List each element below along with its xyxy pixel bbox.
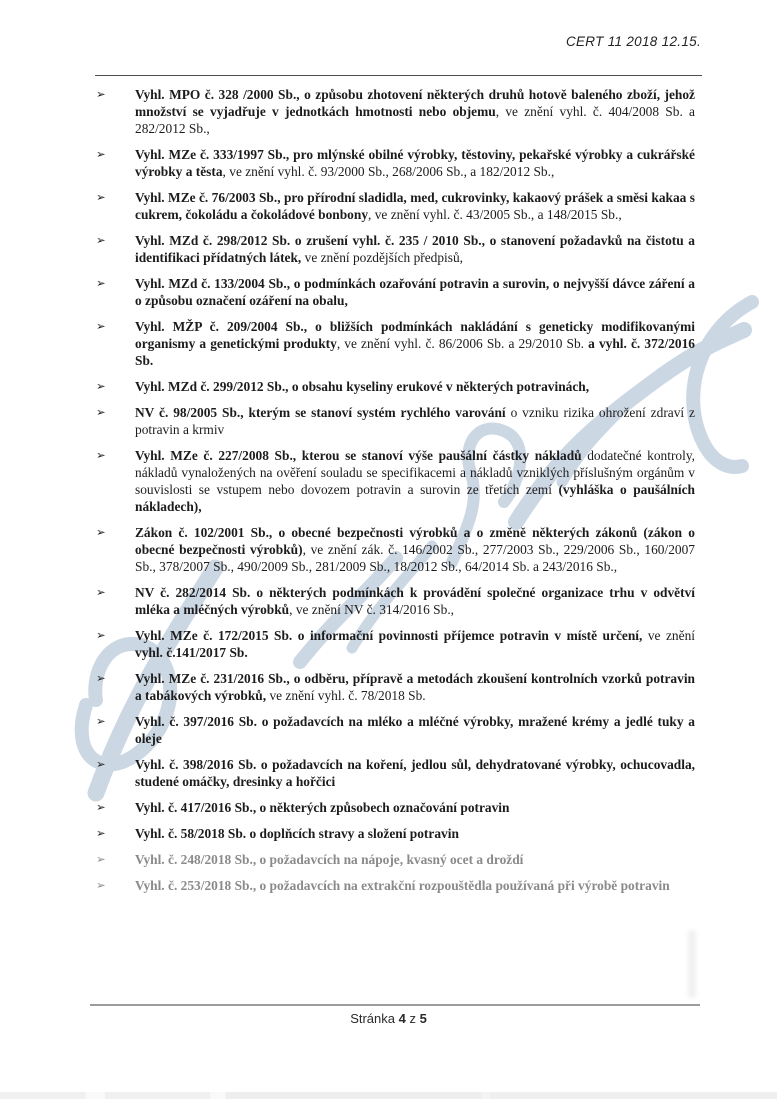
list-item [95,756,695,790]
text-segment: dodatečné kontroly, nákladů vynaložených na ověření souladu se specifikacemi a nákladů vzniklých příslušným orgánům v souvislosti se vstupem nebo dovozem potravin a surovin ze třetích zemí [135,448,695,497]
regulation-text [135,525,695,574]
text-segment: , ve znění vyhl. č. 86/2006 Sb. a 29/2010 Sb. [336,336,589,351]
arrow-bullet-icon: ➢ [96,87,106,101]
text-segment: , ve znění vyhl. č. 404/2008 Sb. a 282/2012 Sb., [135,104,695,136]
regulation-text [135,800,509,815]
arrow-bullet-icon: ➢ [96,233,106,247]
text-segment: , ve znění NV č. 314/2016 Sb., [289,602,455,617]
text-segment: Vyhl. č. 248/2018 Sb., o požadavcích na nápoje, kvasný ocet a droždí [135,852,524,867]
list-item [95,584,695,618]
regulation-text [135,319,695,368]
text-segment: Vyhl. č. 398/2016 Sb. o požadavcích na koření, jedlou sůl, dehydratované výrobky, ochucovadla, studené omáčky, dresinky a hořčici [135,757,695,789]
list-item [95,851,695,868]
text-segment: Vyhl. MZe č. 333/1997 Sb., pro mlýnské obilné výrobky, těstoviny, pekařské výrobky a cukrářské výrobky a těsta [135,147,695,179]
text-segment: ve znění [642,628,695,643]
text-segment: Stránka [350,1011,399,1026]
list-item [95,670,695,704]
list-item [95,447,695,515]
arrow-bullet-icon: ➢ [96,852,106,866]
list-item [95,86,695,137]
arrow-bullet-icon: ➢ [96,147,106,161]
list-item [95,713,695,747]
text-segment: 4 [398,1011,406,1026]
list-item [95,404,695,438]
regulation-text [135,585,695,617]
arrow-bullet-icon: ➢ [96,671,106,685]
regulation-text [135,714,695,746]
regulation-text [135,826,459,841]
list-item [95,799,695,816]
text-segment: (vyhláška o paušálních nákladech), [135,482,695,514]
regulation-text [135,276,695,308]
text-segment: Vyhl. MZe č. 227/2008 Sb., kterou se stanoví výše paušální částky nákladů [135,448,582,463]
list-item [95,378,695,395]
text-segment: ve znění vyhl. č. 78/2018 Sb. [266,688,426,703]
text-segment: Vyhl. MZe č. 231/2016 Sb., o odběru, přípravě a metodách zkoušení kontrolních vzorků potravin a tabákových výrobků, [135,671,695,703]
text-segment: 5 [419,1011,427,1026]
arrow-bullet-icon: ➢ [96,800,106,814]
regulation-text [135,233,695,265]
text-segment: z [405,1011,420,1026]
text-segment: Vyhl. MZd č. 299/2012 Sb., o obsahu kyseliny erukové v některých potravinách, [135,379,590,394]
text-segment: Vyhl. č. 397/2016 Sb. o požadavcích na mléko a mléčné výrobky, mražené krémy a jedlé tuky a oleje [135,714,695,746]
regulation-text [135,87,695,136]
regulation-list [95,86,695,903]
arrow-bullet-icon: ➢ [96,319,106,333]
text-segment: Vyhl. č. 417/2016 Sb., o některých způsobech označování potravin [135,800,510,815]
arrow-bullet-icon: ➢ [96,525,106,539]
page-indicator [0,1011,777,1026]
text-segment: Vyhl. MZe č. 172/2015 Sb. o informační povinnosti příjemce potravin v místě určení, [135,628,643,643]
arrow-bullet-icon: ➢ [96,628,106,642]
regulation-text [135,405,695,437]
list-item [95,318,695,369]
text-segment: o vzniku rizika ohrožení zdraví z potravin a krmiv [135,405,695,437]
text-segment: , ve znění zák. č. 146/2002 Sb., 277/2003 Sb., 229/2006 Sb., 160/2007 Sb., 378/2007 Sb., 490/2009 Sb., 281/2009 Sb., 18/2012 Sb., 64/2014 Sb. a 243/2016 Sb., [135,542,695,574]
text-segment: Vyhl. MPO č. 328 /2000 Sb., o způsobu zhotovení některých druhů hotově baleného zboží, jehož množství se vyjadřuje v jednotkách hmotnosti nebo objemu [135,87,695,119]
list-item [95,825,695,842]
regulation-text [135,190,695,222]
text-segment: , ve znění vyhl. č. 43/2005 Sb., a 148/2015 Sb., [368,207,622,222]
list-item [95,189,695,223]
arrow-bullet-icon: ➢ [96,714,106,728]
arrow-bullet-icon: ➢ [96,405,106,419]
regulation-text [135,757,695,789]
scan-edge-artifact [0,1092,777,1099]
text-segment: NV č. 98/2005 Sb., kterým se stanoví systém rychlého varování [135,405,506,420]
regulation-text [135,147,695,179]
text-segment: Zákon č. 102/2001 Sb., o obecné bezpečnosti výrobků a o změně některých zákonů (zákon o obecné bezpečnosti výrobků) [135,525,695,557]
regulation-text [135,448,695,514]
regulation-text [135,379,589,394]
text-segment: Vyhl. MZd č. 298/2012 Sb. o zrušení vyhl. č. 235 / 2010 Sb., o stanovení požadavků na čistotu a identifikaci přídatných látek, [135,233,695,265]
scan-smudge [688,930,696,998]
arrow-bullet-icon: ➢ [96,190,106,204]
regulation-text [135,628,695,660]
document-reference: CERT 11 2018 12.15. [565,34,701,49]
text-segment: Vyhl. č. 58/2018 Sb. o doplňcích stravy a složení potravin [135,826,459,841]
list-item [95,232,695,266]
text-segment: Vyhl. č. 253/2018 Sb., o požadavcích na extrakční rozpouštědla používaná při výrobě potravin [135,878,670,893]
header-divider [95,75,702,76]
text-segment: NV č. 282/2014 Sb. o některých podmínkách k provádění společné organizace trhu v odvětví mléka a mléčných výrobků [135,585,695,617]
arrow-bullet-icon: ➢ [96,276,106,290]
text-segment: Vyhl. MZd č. 133/2004 Sb., o podmínkách ozařování potravin a surovin, o nejvyšší dávce záření a o způsobu označení ozáření na obalu, [135,276,695,308]
list-item [95,877,695,894]
list-item [95,524,695,575]
footer-divider [90,1004,700,1006]
arrow-bullet-icon: ➢ [96,826,106,840]
text-segment: ve znění pozdějších předpisů, [301,250,464,265]
arrow-bullet-icon: ➢ [96,379,106,393]
arrow-bullet-icon: ➢ [96,757,106,771]
text-segment: Vyhl. MZe č. 76/2003 Sb., pro přírodní sladidla, med, cukrovinky, kakaový prášek a směsi kakaa s cukrem, čokoládu a čokoládové bonbony [135,190,695,222]
list-item [95,627,695,661]
list-item [95,146,695,180]
regulation-text [135,852,523,867]
text-segment: , ve znění vyhl. č. 93/2000 Sb., 268/2006 Sb., a 182/2012 Sb., [222,164,555,179]
arrow-bullet-icon: ➢ [96,878,106,892]
regulation-text [135,878,670,893]
regulation-text [135,671,695,703]
text-segment: vyhl. č.141/2017 Sb. [135,645,248,660]
arrow-bullet-icon: ➢ [96,585,106,599]
text-segment: Vyhl. MŽP č. 209/2004 Sb., o bližších podmínkách nakládání s geneticky modifikovanými organismy a genetickými produkty [135,319,695,351]
list-item [95,275,695,309]
arrow-bullet-icon: ➢ [96,448,106,462]
text-segment: a vyhl. č. 372/2016 Sb. [135,336,695,368]
